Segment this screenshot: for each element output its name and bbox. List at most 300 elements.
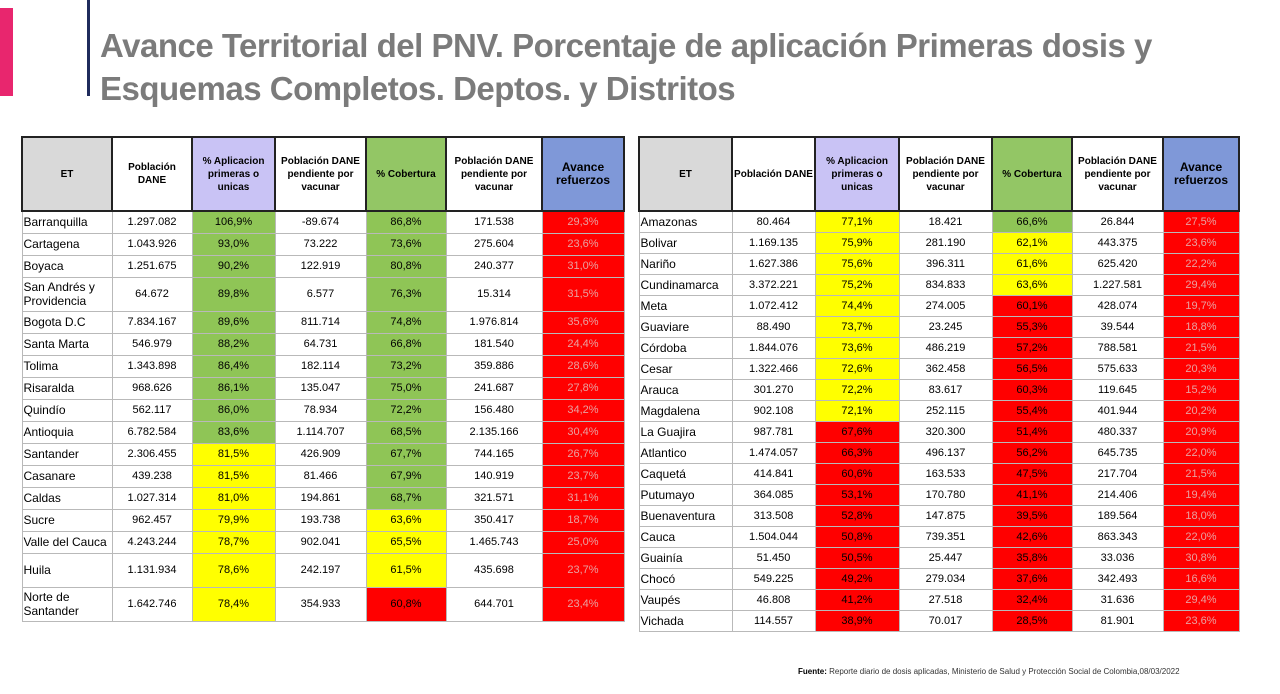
cell-pendiente: 64.731 bbox=[275, 333, 366, 355]
cell-poblacion: 1.297.082 bbox=[112, 211, 192, 233]
cell-poblacion: 7.834.167 bbox=[112, 311, 192, 333]
cell-cobertura: 73,6% bbox=[366, 233, 446, 255]
footer-text: Reporte diario de dosis aplicadas, Ministerio de Salud y Protección Social de Colombia,08/03/2022 bbox=[826, 667, 1180, 676]
cell-pendiente: 274.005 bbox=[899, 295, 992, 316]
cell-pendiente: 834.833 bbox=[899, 274, 992, 295]
cell-pendiente2: 181.540 bbox=[446, 333, 542, 355]
cell-aplicacion: 88,2% bbox=[192, 333, 275, 355]
table-row bbox=[639, 442, 1239, 463]
cell-pendiente2: 359.886 bbox=[446, 355, 542, 377]
table-row bbox=[22, 333, 624, 355]
table-row bbox=[639, 547, 1239, 568]
cell-et: Boyaca bbox=[22, 255, 112, 277]
cell-poblacion: 1.027.314 bbox=[112, 487, 192, 509]
table-row bbox=[22, 421, 624, 443]
col-cobertura-header: % Cobertura bbox=[366, 137, 446, 211]
cell-poblacion: 546.979 bbox=[112, 333, 192, 355]
cell-pendiente: 163.533 bbox=[899, 463, 992, 484]
table-row bbox=[22, 233, 624, 255]
header-row bbox=[22, 137, 624, 211]
cell-refuerzos: 30,4% bbox=[542, 421, 624, 443]
cell-et: Vaupés bbox=[639, 589, 732, 610]
table-row bbox=[22, 443, 624, 465]
cell-refuerzos: 29,4% bbox=[1163, 274, 1239, 295]
cell-aplicacion: 86,0% bbox=[192, 399, 275, 421]
cell-pendiente: 122.919 bbox=[275, 255, 366, 277]
cell-aplicacion: 53,1% bbox=[815, 484, 899, 505]
cell-poblacion: 439.238 bbox=[112, 465, 192, 487]
cell-et: Caldas bbox=[22, 487, 112, 509]
cell-pendiente2: 189.564 bbox=[1072, 505, 1163, 526]
cell-pendiente2: 140.919 bbox=[446, 465, 542, 487]
cell-et: Barranquilla bbox=[22, 211, 112, 233]
cell-pendiente2: 321.571 bbox=[446, 487, 542, 509]
table-row bbox=[639, 295, 1239, 316]
cell-poblacion: 1.844.076 bbox=[732, 337, 815, 358]
cell-et: Cundinamarca bbox=[639, 274, 732, 295]
cell-et: Chocó bbox=[639, 568, 732, 589]
cell-et: San Andrés y Providencia bbox=[22, 277, 112, 311]
cell-et: Buenaventura bbox=[639, 505, 732, 526]
cell-pendiente2: 575.633 bbox=[1072, 358, 1163, 379]
cell-refuerzos: 21,5% bbox=[1163, 463, 1239, 484]
cell-pendiente2: 744.165 bbox=[446, 443, 542, 465]
cell-pendiente: 182.114 bbox=[275, 355, 366, 377]
table-row bbox=[22, 277, 624, 311]
cell-cobertura: 63,6% bbox=[992, 274, 1072, 295]
cell-pendiente: 25.447 bbox=[899, 547, 992, 568]
cell-et: Norte de Santander bbox=[22, 587, 112, 621]
table-row bbox=[639, 400, 1239, 421]
cell-aplicacion: 50,5% bbox=[815, 547, 899, 568]
cell-et: Cesar bbox=[639, 358, 732, 379]
cell-aplicacion: 50,8% bbox=[815, 526, 899, 547]
cell-poblacion: 1.627.386 bbox=[732, 253, 815, 274]
cell-pendiente: 354.933 bbox=[275, 587, 366, 621]
table-row bbox=[22, 399, 624, 421]
cell-pendiente: 279.034 bbox=[899, 568, 992, 589]
cell-aplicacion: 75,2% bbox=[815, 274, 899, 295]
cell-et: Quindío bbox=[22, 399, 112, 421]
cell-et: Amazonas bbox=[639, 211, 732, 232]
cell-pendiente: 281.190 bbox=[899, 232, 992, 253]
cell-pendiente: 6.577 bbox=[275, 277, 366, 311]
cell-pendiente2: 480.337 bbox=[1072, 421, 1163, 442]
cell-aplicacion: 78,7% bbox=[192, 531, 275, 553]
col-pendiente2-header: Población DANE pendiente por vacunar bbox=[446, 137, 542, 211]
cell-refuerzos: 18,7% bbox=[542, 509, 624, 531]
cell-pendiente2: 428.074 bbox=[1072, 295, 1163, 316]
cell-poblacion: 64.672 bbox=[112, 277, 192, 311]
cell-pendiente2: 435.698 bbox=[446, 553, 542, 587]
table-row bbox=[639, 211, 1239, 232]
cell-refuerzos: 25,0% bbox=[542, 531, 624, 553]
cell-pendiente: 135.047 bbox=[275, 377, 366, 399]
table-row bbox=[22, 487, 624, 509]
cell-poblacion: 968.626 bbox=[112, 377, 192, 399]
table-row bbox=[639, 232, 1239, 253]
cell-cobertura: 65,5% bbox=[366, 531, 446, 553]
cell-aplicacion: 83,6% bbox=[192, 421, 275, 443]
cell-cobertura: 28,5% bbox=[992, 610, 1072, 631]
cell-refuerzos: 29,3% bbox=[542, 211, 624, 233]
cell-cobertura: 55,3% bbox=[992, 316, 1072, 337]
source-footer bbox=[798, 667, 1268, 676]
cell-et: Meta bbox=[639, 295, 732, 316]
cell-aplicacion: 38,9% bbox=[815, 610, 899, 631]
cell-refuerzos: 23,4% bbox=[542, 587, 624, 621]
table-row bbox=[639, 253, 1239, 274]
cell-et: Putumayo bbox=[639, 484, 732, 505]
cell-pendiente2: 401.944 bbox=[1072, 400, 1163, 421]
cell-poblacion: 1.169.135 bbox=[732, 232, 815, 253]
cell-refuerzos: 23,7% bbox=[542, 465, 624, 487]
cell-et: Cauca bbox=[639, 526, 732, 547]
table-row bbox=[639, 484, 1239, 505]
cell-cobertura: 51,4% bbox=[992, 421, 1072, 442]
cell-pendiente: 252.115 bbox=[899, 400, 992, 421]
cell-pendiente: 170.780 bbox=[899, 484, 992, 505]
cell-pendiente2: 443.375 bbox=[1072, 232, 1163, 253]
cell-poblacion: 549.225 bbox=[732, 568, 815, 589]
cell-pendiente2: 217.704 bbox=[1072, 463, 1163, 484]
cell-pendiente: 496.137 bbox=[899, 442, 992, 463]
cell-cobertura: 61,5% bbox=[366, 553, 446, 587]
table-row bbox=[22, 377, 624, 399]
cell-cobertura: 47,5% bbox=[992, 463, 1072, 484]
cell-aplicacion: 75,6% bbox=[815, 253, 899, 274]
cell-refuerzos: 23,6% bbox=[1163, 232, 1239, 253]
cell-poblacion: 114.557 bbox=[732, 610, 815, 631]
cell-poblacion: 313.508 bbox=[732, 505, 815, 526]
cell-refuerzos: 22,0% bbox=[1163, 526, 1239, 547]
cell-aplicacion: 81,5% bbox=[192, 443, 275, 465]
cell-pendiente2: 1.976.814 bbox=[446, 311, 542, 333]
cell-refuerzos: 31,0% bbox=[542, 255, 624, 277]
footer-label: Fuente: bbox=[798, 667, 827, 676]
cell-aplicacion: 49,2% bbox=[815, 568, 899, 589]
cell-aplicacion: 86,1% bbox=[192, 377, 275, 399]
cell-poblacion: 3.372.221 bbox=[732, 274, 815, 295]
cell-refuerzos: 23,7% bbox=[542, 553, 624, 587]
cell-pendiente2: 2.135.166 bbox=[446, 421, 542, 443]
cell-pendiente: 18.421 bbox=[899, 211, 992, 232]
col-et-header: ET bbox=[22, 137, 112, 211]
col-et-header: ET bbox=[639, 137, 732, 211]
cell-pendiente2: 350.417 bbox=[446, 509, 542, 531]
cell-cobertura: 73,2% bbox=[366, 355, 446, 377]
cell-pendiente2: 1.465.743 bbox=[446, 531, 542, 553]
cell-et: Arauca bbox=[639, 379, 732, 400]
cell-aplicacion: 90,2% bbox=[192, 255, 275, 277]
cell-cobertura: 63,6% bbox=[366, 509, 446, 531]
cell-poblacion: 51.450 bbox=[732, 547, 815, 568]
cell-et: Magdalena bbox=[639, 400, 732, 421]
cell-aplicacion: 72,1% bbox=[815, 400, 899, 421]
cell-pendiente2: 31.636 bbox=[1072, 589, 1163, 610]
cell-poblacion: 88.490 bbox=[732, 316, 815, 337]
table-row bbox=[639, 337, 1239, 358]
cell-pendiente2: 241.687 bbox=[446, 377, 542, 399]
cell-pendiente: 426.909 bbox=[275, 443, 366, 465]
cell-pendiente: 27.518 bbox=[899, 589, 992, 610]
col-pendiente-header: Población DANE pendiente por vacunar bbox=[899, 137, 992, 211]
cell-aplicacion: 77,1% bbox=[815, 211, 899, 232]
col-refuerzos-header: Avance refuerzos bbox=[542, 137, 624, 211]
cell-poblacion: 1.251.675 bbox=[112, 255, 192, 277]
cell-et: Antioquia bbox=[22, 421, 112, 443]
cell-refuerzos: 21,5% bbox=[1163, 337, 1239, 358]
table-row bbox=[22, 531, 624, 553]
cell-cobertura: 76,3% bbox=[366, 277, 446, 311]
cell-poblacion: 1.322.466 bbox=[732, 358, 815, 379]
cell-pendiente: 1.114.707 bbox=[275, 421, 366, 443]
cell-pendiente: 902.041 bbox=[275, 531, 366, 553]
cell-aplicacion: 75,9% bbox=[815, 232, 899, 253]
cell-aplicacion: 93,0% bbox=[192, 233, 275, 255]
cell-refuerzos: 30,8% bbox=[1163, 547, 1239, 568]
cell-pendiente2: 33.036 bbox=[1072, 547, 1163, 568]
cell-et: Casanare bbox=[22, 465, 112, 487]
page-title: Avance Territorial del PNV. Porcentaje de aplicación Primeras dosis y Esquemas Completos. Deptos. y Distritos bbox=[100, 27, 1152, 107]
table-row bbox=[639, 610, 1239, 631]
cell-refuerzos: 31,1% bbox=[542, 487, 624, 509]
header-row bbox=[639, 137, 1239, 211]
cell-refuerzos: 18,8% bbox=[1163, 316, 1239, 337]
cell-et: Santander bbox=[22, 443, 112, 465]
table-row bbox=[22, 355, 624, 377]
cell-et: Risaralda bbox=[22, 377, 112, 399]
cell-pendiente2: 342.493 bbox=[1072, 568, 1163, 589]
cell-cobertura: 66,8% bbox=[366, 333, 446, 355]
cell-cobertura: 37,6% bbox=[992, 568, 1072, 589]
cell-cobertura: 35,8% bbox=[992, 547, 1072, 568]
cell-pendiente: 486.219 bbox=[899, 337, 992, 358]
cell-pendiente2: 81.901 bbox=[1072, 610, 1163, 631]
table-row bbox=[639, 379, 1239, 400]
cell-cobertura: 66,6% bbox=[992, 211, 1072, 232]
cell-pendiente2: 863.343 bbox=[1072, 526, 1163, 547]
cell-refuerzos: 15,2% bbox=[1163, 379, 1239, 400]
cell-pendiente2: 1.227.581 bbox=[1072, 274, 1163, 295]
cell-refuerzos: 20,2% bbox=[1163, 400, 1239, 421]
cell-pendiente2: 625.420 bbox=[1072, 253, 1163, 274]
cell-pendiente2: 645.735 bbox=[1072, 442, 1163, 463]
table-row bbox=[22, 465, 624, 487]
cell-et: Santa Marta bbox=[22, 333, 112, 355]
cell-aplicacion: 67,6% bbox=[815, 421, 899, 442]
col-aplicacion-header: % Aplicacion primeras o unicas bbox=[815, 137, 899, 211]
cell-pendiente: 83.617 bbox=[899, 379, 992, 400]
cell-cobertura: 42,6% bbox=[992, 526, 1072, 547]
table-row bbox=[22, 255, 624, 277]
cell-aplicacion: 41,2% bbox=[815, 589, 899, 610]
cell-refuerzos: 22,2% bbox=[1163, 253, 1239, 274]
cell-aplicacion: 78,6% bbox=[192, 553, 275, 587]
cell-pendiente2: 156.480 bbox=[446, 399, 542, 421]
table-row bbox=[639, 274, 1239, 295]
cell-pendiente: 194.861 bbox=[275, 487, 366, 509]
cell-cobertura: 56,5% bbox=[992, 358, 1072, 379]
cell-cobertura: 61,6% bbox=[992, 253, 1072, 274]
cell-cobertura: 74,8% bbox=[366, 311, 446, 333]
cell-pendiente2: 644.701 bbox=[446, 587, 542, 621]
cell-cobertura: 60,8% bbox=[366, 587, 446, 621]
cell-cobertura: 60,3% bbox=[992, 379, 1072, 400]
cell-refuerzos: 16,6% bbox=[1163, 568, 1239, 589]
cell-aplicacion: 81,5% bbox=[192, 465, 275, 487]
cell-pendiente2: 15.314 bbox=[446, 277, 542, 311]
cell-et: Bolivar bbox=[639, 232, 732, 253]
table-row bbox=[639, 421, 1239, 442]
cell-poblacion: 46.808 bbox=[732, 589, 815, 610]
col-cobertura-header: % Cobertura bbox=[992, 137, 1072, 211]
cell-et: Valle del Cauca bbox=[22, 531, 112, 553]
cell-cobertura: 41,1% bbox=[992, 484, 1072, 505]
cell-poblacion: 364.085 bbox=[732, 484, 815, 505]
cell-et: La Guajira bbox=[639, 421, 732, 442]
cell-pendiente2: 26.844 bbox=[1072, 211, 1163, 232]
cell-aplicacion: 86,4% bbox=[192, 355, 275, 377]
cell-refuerzos: 28,6% bbox=[542, 355, 624, 377]
col-poblacion-header: Población DANE bbox=[112, 137, 192, 211]
cell-refuerzos: 20,3% bbox=[1163, 358, 1239, 379]
cell-cobertura: 72,2% bbox=[366, 399, 446, 421]
cell-refuerzos: 20,9% bbox=[1163, 421, 1239, 442]
cell-pendiente: 396.311 bbox=[899, 253, 992, 274]
cell-cobertura: 68,7% bbox=[366, 487, 446, 509]
cell-cobertura: 80,8% bbox=[366, 255, 446, 277]
cell-refuerzos: 18,0% bbox=[1163, 505, 1239, 526]
cell-poblacion: 902.108 bbox=[732, 400, 815, 421]
cell-et: Nariño bbox=[639, 253, 732, 274]
cell-aplicacion: 73,7% bbox=[815, 316, 899, 337]
col-poblacion-header: Población DANE bbox=[732, 137, 815, 211]
cell-poblacion: 2.306.455 bbox=[112, 443, 192, 465]
cell-refuerzos: 19,7% bbox=[1163, 295, 1239, 316]
cell-cobertura: 86,8% bbox=[366, 211, 446, 233]
cell-poblacion: 1.043.926 bbox=[112, 233, 192, 255]
cell-pendiente: 242.197 bbox=[275, 553, 366, 587]
table-row bbox=[22, 311, 624, 333]
cell-aplicacion: 66,3% bbox=[815, 442, 899, 463]
cell-cobertura: 62,1% bbox=[992, 232, 1072, 253]
cell-pendiente: 147.875 bbox=[899, 505, 992, 526]
cell-cobertura: 75,0% bbox=[366, 377, 446, 399]
cell-poblacion: 4.243.244 bbox=[112, 531, 192, 553]
cell-aplicacion: 52,8% bbox=[815, 505, 899, 526]
cell-refuerzos: 27,8% bbox=[542, 377, 624, 399]
cell-cobertura: 39,5% bbox=[992, 505, 1072, 526]
cell-pendiente: 73.222 bbox=[275, 233, 366, 255]
cell-poblacion: 80.464 bbox=[732, 211, 815, 232]
cell-aplicacion: 72,2% bbox=[815, 379, 899, 400]
table-row bbox=[639, 568, 1239, 589]
cell-poblacion: 301.270 bbox=[732, 379, 815, 400]
cell-refuerzos: 23,6% bbox=[542, 233, 624, 255]
cell-cobertura: 67,7% bbox=[366, 443, 446, 465]
col-refuerzos-header: Avance refuerzos bbox=[1163, 137, 1239, 211]
table-row bbox=[22, 587, 624, 621]
right-table bbox=[638, 136, 1240, 632]
table-row bbox=[639, 505, 1239, 526]
cell-aplicacion: 72,6% bbox=[815, 358, 899, 379]
cell-poblacion: 1.131.934 bbox=[112, 553, 192, 587]
cell-pendiente: 811.714 bbox=[275, 311, 366, 333]
table-row bbox=[639, 589, 1239, 610]
cell-pendiente2: 39.544 bbox=[1072, 316, 1163, 337]
cell-cobertura: 55,4% bbox=[992, 400, 1072, 421]
cell-poblacion: 1.474.057 bbox=[732, 442, 815, 463]
cell-poblacion: 1.343.898 bbox=[112, 355, 192, 377]
cell-pendiente: 193.738 bbox=[275, 509, 366, 531]
table-row bbox=[639, 358, 1239, 379]
cell-refuerzos: 34,2% bbox=[542, 399, 624, 421]
cell-pendiente: 739.351 bbox=[899, 526, 992, 547]
cell-poblacion: 1.642.746 bbox=[112, 587, 192, 621]
cell-refuerzos: 26,7% bbox=[542, 443, 624, 465]
cell-pendiente2: 171.538 bbox=[446, 211, 542, 233]
cell-pendiente: 23.245 bbox=[899, 316, 992, 337]
cell-pendiente2: 788.581 bbox=[1072, 337, 1163, 358]
cell-refuerzos: 35,6% bbox=[542, 311, 624, 333]
cell-pendiente2: 240.377 bbox=[446, 255, 542, 277]
cell-aplicacion: 89,8% bbox=[192, 277, 275, 311]
cell-pendiente: 78.934 bbox=[275, 399, 366, 421]
cell-et: Atlantico bbox=[639, 442, 732, 463]
cell-cobertura: 60,1% bbox=[992, 295, 1072, 316]
cell-pendiente: 362.458 bbox=[899, 358, 992, 379]
cell-et: Córdoba bbox=[639, 337, 732, 358]
cell-refuerzos: 23,6% bbox=[1163, 610, 1239, 631]
table-row bbox=[639, 526, 1239, 547]
col-aplicacion-header: % Aplicacion primeras o unicas bbox=[192, 137, 275, 211]
cell-poblacion: 962.457 bbox=[112, 509, 192, 531]
cell-et: Guainía bbox=[639, 547, 732, 568]
cell-et: Bogota D.C bbox=[22, 311, 112, 333]
cell-et: Huila bbox=[22, 553, 112, 587]
table-row bbox=[639, 316, 1239, 337]
cell-pendiente2: 214.406 bbox=[1072, 484, 1163, 505]
cell-cobertura: 56,2% bbox=[992, 442, 1072, 463]
cell-poblacion: 1.504.044 bbox=[732, 526, 815, 547]
cell-cobertura: 32,4% bbox=[992, 589, 1072, 610]
col-pendiente-header: Población DANE pendiente por vacunar bbox=[275, 137, 366, 211]
left-table bbox=[21, 136, 625, 622]
cell-pendiente2: 119.645 bbox=[1072, 379, 1163, 400]
cell-pendiente2: 275.604 bbox=[446, 233, 542, 255]
cell-cobertura: 68,5% bbox=[366, 421, 446, 443]
cell-et: Cartagena bbox=[22, 233, 112, 255]
table-row bbox=[639, 463, 1239, 484]
cell-pendiente: 320.300 bbox=[899, 421, 992, 442]
cell-aplicacion: 81,0% bbox=[192, 487, 275, 509]
cell-poblacion: 987.781 bbox=[732, 421, 815, 442]
cell-pendiente: 81.466 bbox=[275, 465, 366, 487]
cell-refuerzos: 19,4% bbox=[1163, 484, 1239, 505]
cell-aplicacion: 89,6% bbox=[192, 311, 275, 333]
cell-aplicacion: 79,9% bbox=[192, 509, 275, 531]
cell-poblacion: 414.841 bbox=[732, 463, 815, 484]
title-rule bbox=[87, 0, 90, 96]
cell-poblacion: 562.117 bbox=[112, 399, 192, 421]
cell-refuerzos: 31,5% bbox=[542, 277, 624, 311]
cell-pendiente: -89.674 bbox=[275, 211, 366, 233]
cell-refuerzos: 27,5% bbox=[1163, 211, 1239, 232]
cell-refuerzos: 29,4% bbox=[1163, 589, 1239, 610]
table-row bbox=[22, 211, 624, 233]
cell-cobertura: 57,2% bbox=[992, 337, 1072, 358]
